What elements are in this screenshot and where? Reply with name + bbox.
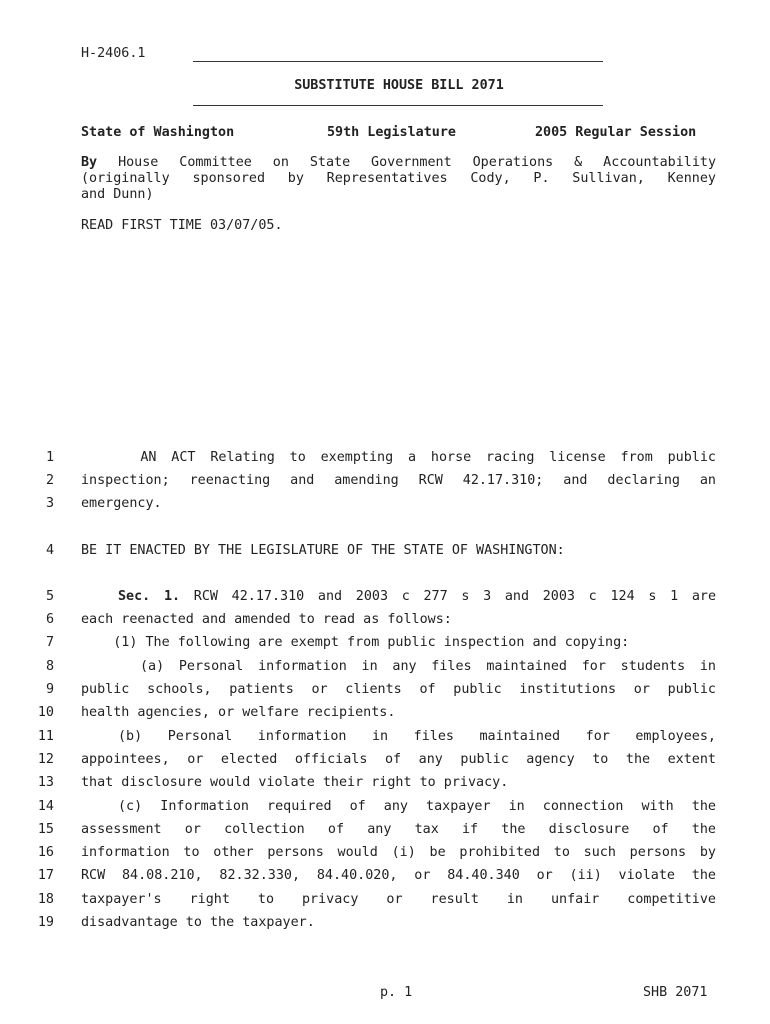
line-number: 10 — [37, 705, 54, 720]
body-line: BE IT ENACTED BY THE LEGISLATURE OF THE STATE OF WASHINGTON: — [81, 543, 565, 558]
header-rule-bottom — [193, 105, 603, 106]
read-first-time: READ FIRST TIME 03/07/05. — [81, 218, 283, 233]
body-line: public schools, patients or clients of public institutions or public — [81, 682, 716, 697]
sponsor-prefix: By — [81, 155, 98, 170]
bill-code: H-2406.1 — [81, 46, 146, 61]
body-line: disadvantage to the taxpayer. — [81, 915, 315, 930]
line-number: 11 — [37, 729, 54, 744]
body-line: AN ACT Relating to exempting a horse racing license from public — [81, 450, 716, 465]
line-number: 18 — [37, 892, 54, 907]
body-line: appointees, or elected officials of any public agency to the extent — [81, 752, 716, 767]
line-number: 9 — [45, 682, 54, 697]
line-number: 1 — [45, 450, 54, 465]
body-line: assessment or collection of any tax if the disclosure of the — [81, 822, 716, 837]
body-line: emergency. — [81, 496, 162, 511]
body-line: RCW 84.08.210, 82.32.330, 84.40.020, or 84.40.340 or (ii) violate the — [81, 868, 716, 883]
sponsor-line-2: (originally sponsored by Representatives Cody, P. Sullivan, Kenney — [81, 171, 716, 186]
body-line: taxpayer's right to privacy or result in unfair competitive — [81, 892, 716, 907]
line-number: 3 — [45, 496, 54, 511]
line-number: 17 — [37, 868, 54, 883]
body-line: inspection; reenacting and amending RCW 42.17.310; and declaring an — [81, 473, 716, 488]
sponsor-line-3: and Dunn) — [81, 187, 154, 202]
line-number: 7 — [45, 635, 54, 650]
line-number: 4 — [45, 543, 54, 558]
body-line: (b) Personal information in files maintained for employees, — [118, 729, 716, 744]
line-number: 13 — [37, 775, 54, 790]
line-number: 19 — [37, 915, 54, 930]
bill-title: SUBSTITUTE HOUSE BILL 2071 — [294, 78, 504, 93]
body-line: information to other persons would (i) be prohibited to such persons by — [81, 845, 716, 860]
sponsor-block — [81, 155, 716, 203]
state-name: State of Washington — [81, 125, 235, 140]
body-line-sec: Sec. 1. RCW 42.17.310 and 2003 c 277 s 3 and 2003 c 124 s 1 are — [118, 589, 717, 604]
body-line: that disclosure would violate their right to privacy. — [81, 775, 509, 790]
line-number: 8 — [45, 659, 54, 674]
body-line: health agencies, or welfare recipients. — [81, 705, 396, 720]
body-line: (c) Information required of any taxpayer in connection with the — [118, 799, 716, 814]
header-rule-top — [193, 61, 603, 62]
body-line: (a) Personal information in any files maintained for students in — [81, 659, 716, 674]
line-number: 14 — [37, 799, 54, 814]
sponsor-line-1: By House Committee on State Government Operations & Accountability — [81, 155, 717, 170]
line-number: 2 — [45, 473, 54, 488]
page-number: p. 1 — [380, 985, 413, 1000]
section-label: Sec. 1. — [118, 589, 181, 604]
footer-bill-ref: SHB 2071 — [643, 985, 708, 1000]
line-number: 6 — [45, 612, 54, 627]
line-number: 16 — [37, 845, 54, 860]
body-line: (1) The following are exempt from public inspection and copying: — [81, 635, 630, 650]
line-number: 15 — [37, 822, 54, 837]
legislature: 59th Legislature — [327, 125, 456, 140]
line-number: 12 — [37, 752, 54, 767]
body-line: each reenacted and amended to read as follows: — [81, 612, 452, 627]
session: 2005 Regular Session — [535, 125, 697, 140]
line-number: 5 — [45, 589, 54, 604]
